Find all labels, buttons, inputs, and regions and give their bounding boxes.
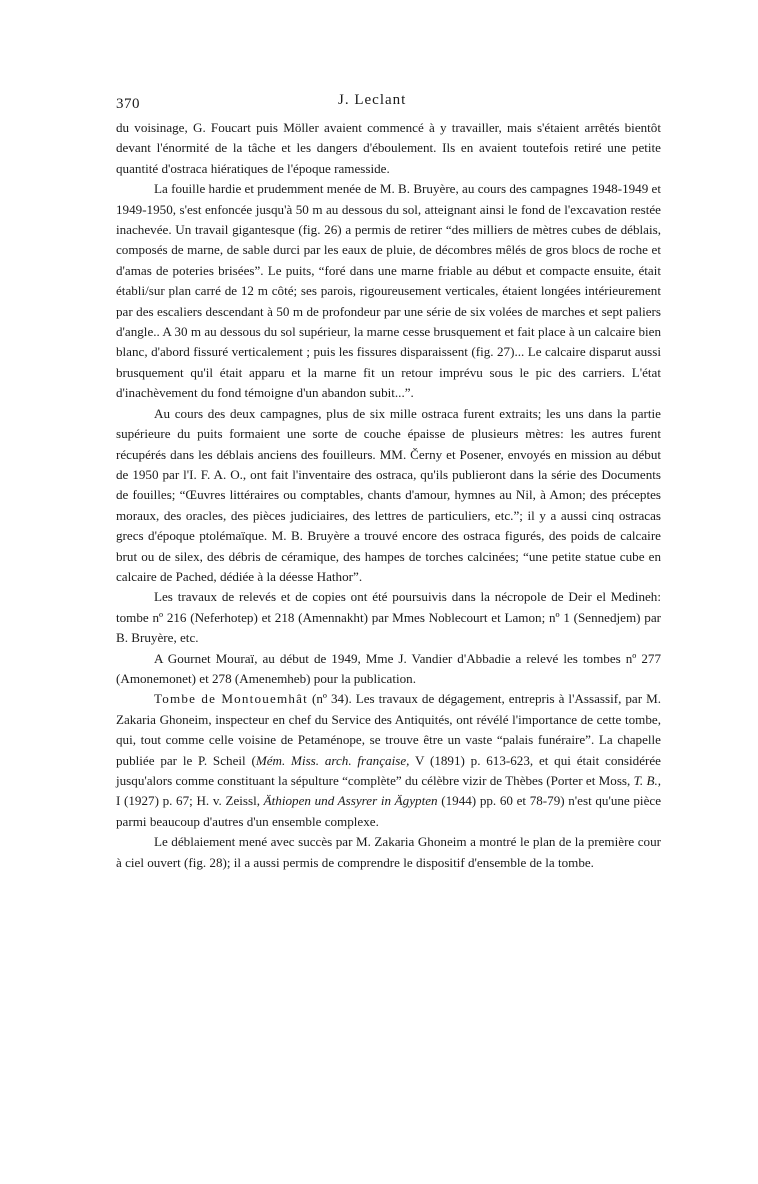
paragraph xyxy=(116,649,661,690)
body-text xyxy=(116,118,661,873)
page-header xyxy=(116,92,661,116)
italic-citation: T. B., xyxy=(633,773,661,788)
paragraph xyxy=(116,832,661,873)
paragraph-text: du voisinage, G. Foucart puis Möller avaient commencé à y travailler, mais s'étaient arrêtés bientôt devant l'énormité de la tâche et les dangers d'éboulement. Ils en avaient toutefois retiré une petite quantité d'ostraca hiératiques de l'époque ramesside. xyxy=(116,120,661,176)
italic-citation: Mém. Miss. arch. française, xyxy=(255,752,410,768)
paragraph xyxy=(116,587,661,648)
running-head-author: J. Leclant xyxy=(338,92,407,108)
paragraph xyxy=(116,689,661,832)
paragraph-text: I (1927) p. 67; H. v. Zeissl, xyxy=(116,793,264,809)
paragraph xyxy=(116,118,661,179)
paragraph-text: Les travaux de relevés et de copies ont été poursuivis dans la nécropole de Deir el Medineh: tombe nº 216 (Neferhotep) et 218 (Amennakht) par Mmes Noblecourt et Lamon; nº 1 (Sennedjem) par B. Bruyère, etc. xyxy=(116,589,661,646)
paragraph-text: A Gournet Mouraï, au début de 1949, Mme J. Vandier d'Abbadie a relevé les tombes nº 277 (Amonemonet) et 278 (Amenemheb) pour la publication. xyxy=(116,650,661,686)
book-page xyxy=(116,92,661,873)
paragraph-text: La fouille hardie et prudemment menée de M. B. Bruyère, au cours des campagnes 1948-1949 et 1949-1950, s'est enfoncée jusqu'à 50 m au dessous du sol, atteignant ainsi le fond de l'excavation restée inachevée. Un travail gigantesque (fig. 26) a permis de retirer “des milliers de mètres cubes de déblais, composés de marne, de sable durci par les eaux de pluie, de décombres mêlés de gros blocs de roche et d'amas de poteries brisées”. Le puits, “foré dans une marne friable au début et compacte ensuite, était établi/sur plan carré de 12 m côté; ses parois, rigoureusement verticales, étaient longées intérieurement par des escaliers descendant à 50 m de profondeur par une série de six volées de marches et sept paliers d'angle.. A 30 m au dessous du sol supérieur, la marne cesse brusquement et fait place à un calcaire bien blanc, d'abord fissuré verticalement ; puis les fissures disparaissent (fig. 27)... Le calcaire disparut aussi brusquement qu'il était apparu et la marne fit un retour imprévu sous le pic des carriers. L'état d'inachèvement du fond témoigne d'un abandon subit...”. xyxy=(116,181,661,401)
paragraph-text: (1944) pp. 60 et 78-79) n'est qu'une pièce parmi beaucoup d'autres d'un ensemble complexe. xyxy=(116,793,662,829)
spaced-heading: Tombe de Montouemhât xyxy=(154,691,309,707)
paragraph-text: Au cours des deux campagnes, plus de six mille ostraca furent extraits; les uns dans la partie supérieure du puits formaient une sorte de couche épaisse de plusieurs mètres: les autres furent récupérés dans les déblais anciens des fouilleurs. MM. Černy et Posener, envoyés en mission au début de 1950 par l'I. F. A. O., ont fait l'inventaire des ostraca, qu'ils publieront dans la série des Documents de fouilles; “Œuvres littéraires ou comptables, chants d'amour, hymnes au Nil, à Amon; des préceptes moraux, des oracles, des pièces judiciaires, des lettres de particuliers, etc.”; il y a aussi cinq ostracas grecs d'époque ptolémaïque. M. B. Bruyère a trouvé encore des ostraca figurés, des poids de calcaire brut ou de silex, des débris de céramique, des hampes de torches calcinées; “une petite statue cube en calcaire de Pached, dédiée à la déesse Hathor”. xyxy=(116,405,661,584)
paragraph-text: (nº 34). Les travaux de dégagement, entrepris à l'Assassif, par M. Zakaria Ghoneim, inspecteur en chef du Service des Antiquités, ont révélé l'importance de cette tombe, qui, tout comme celle voisine de Petaménope, se trouve être un vaste “palais funéraire”. La chapelle publiée par le P. Scheil ( xyxy=(116,691,661,768)
paragraph xyxy=(116,404,661,588)
italic-citation: Äthiopen und Assyrer in Ägypten xyxy=(263,793,438,809)
paragraph-text: Le déblaiement mené avec succès par M. Zakaria Ghoneim a montré le plan de la première cour à ciel ouvert (fig. 28); il a aussi permis de comprendre le dispositif d'ensemble de la tombe. xyxy=(116,834,661,870)
paragraph xyxy=(116,179,661,403)
paragraph-text: V (1891) p. 613-623, et qui était considérée jusqu'alors comme constituant la sépulture “complète” du célèbre vizir de Thèbes (Porter et Moss, xyxy=(116,752,661,788)
page-number: 370 xyxy=(116,96,140,112)
